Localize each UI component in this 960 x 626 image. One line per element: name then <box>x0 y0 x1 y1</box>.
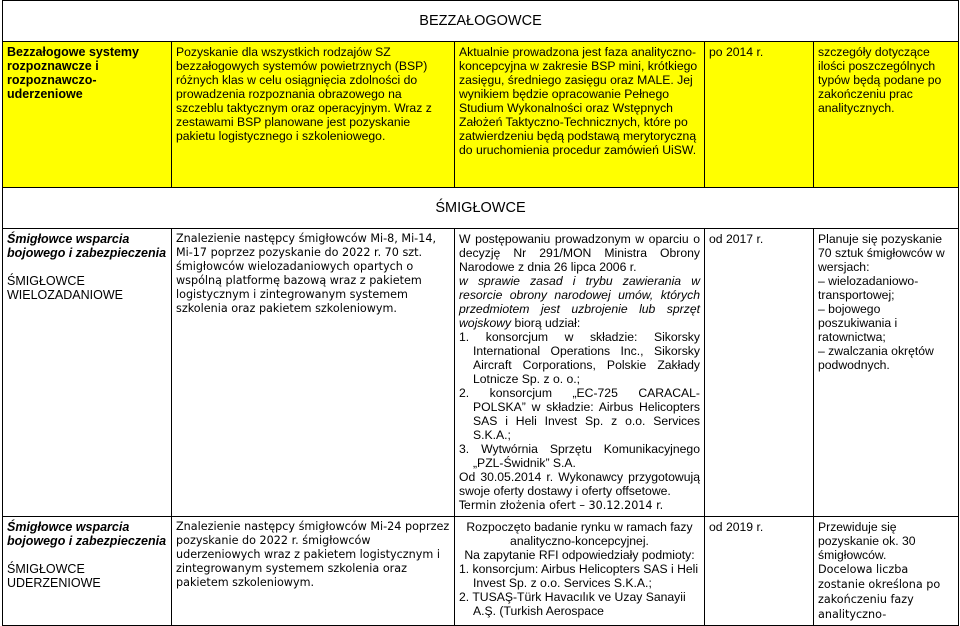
program-subname: ŚMIGŁOWCE UDERZENIOWE <box>7 562 101 590</box>
status-deadline: Termin złożenia ofert – 30.12.2014 r. <box>459 499 664 512</box>
section-title: ŚMIGŁOWCE <box>3 188 959 229</box>
program-name: Bezzałogowe systemy rozpoznawcze i rozpoznawczo-uderzeniowe <box>3 42 172 188</box>
status-italic: w sprawie zasad i trybu zawierania w resorcie obrony narodowej umów, których przedmiotem jest uzbrojenie lub sprzęt wojskowy <box>459 274 700 330</box>
program-need: Znalezienie następcy śmigłowców Mi-24 poprzez pozyskanie do 2022 r. śmigłowców uderzeniowych wraz z pakietem logistycznym i zintegrowanym systemem szkolenia oraz pakietem szkoleniowym. <box>172 517 455 626</box>
notes-intro: Planuje się pozyskanie 70 sztuk śmigłowców w wersjach: <box>818 232 945 274</box>
program-name: Śmigłowce wsparcia bojowego i zabezpieczenia <box>7 520 167 548</box>
program-need: Pozyskanie dla wszystkich rodzajów SZ bezzałogowych systemów powietrznych (BSP) różnych klas w celu osiągnięcia zdolności do prowadzenia rozpoznania obrazowego na szczeblu taktycznym oraz operacyjnym. Wraz z zestawami BSP planowane jest pozyskanie pakietu logistycznego i szkoleniowego. <box>172 42 455 188</box>
program-subname: ŚMIGŁOWCE WIELOZADANIOWE <box>7 274 123 302</box>
program-status: Aktualnie prowadzona jest faza analityczno-koncepcyjna w zakresie BSP mini, krótkiego zasięgu, średniego zasięgu oraz MALE. Jej wynikiem będzie opracowanie Pełnego Studium Wykonalności oraz Wstępnych Założeń Taktyczno-Technicznych, które po zatwierdzeniu będą podstawą merytoryczną do uruchomienia procedur zamówień UiSW. <box>455 42 705 188</box>
section-title: BEZZAŁOGOWCE <box>3 1 959 42</box>
program-date: od 2019 r. <box>705 517 814 626</box>
status-b: Na zapytanie RFI odpowiedziały podmioty: <box>464 548 695 562</box>
program-date: po 2014 r. <box>705 42 814 188</box>
status-intro: W postępowaniu prowadzonym w oparciu o decyzję Nr 291/MON Ministra Obrony Narodowe z dnia 26 lipca 2006 r. <box>459 232 700 274</box>
table-row <box>3 42 959 188</box>
acquisition-table <box>2 0 959 626</box>
table-row <box>3 229 959 517</box>
list-item: 2. konsorcjum „EC-725 CARACAL-POLSKA” w składzie: Airbus Helicopters SAS i Heli Invest Sp. z o.o. Services S.K.A.; <box>459 386 700 442</box>
bidder-list <box>459 330 700 470</box>
table-row <box>3 517 959 626</box>
program-date: od 2017 r. <box>705 229 814 517</box>
list-item: 3. Wytwórnia Sprzętu Komunikacyjnego „PZL-Świdnik” S.A. <box>459 442 700 470</box>
list-item: 2. TUSAŞ-Türk Havacılık ve Uzay Sanayii A.Ş. (Turkish Aerospace <box>459 590 686 618</box>
list-item: 1. konsorcjum w składzie: Sikorsky International Operations Inc., Sikorsky Aircraft Corporations, Polskie Zakłady Lotnicze Sp. z o. o.; <box>459 330 700 386</box>
section-header-smiglowce <box>3 188 959 229</box>
notes-b: Docelowa liczba zostanie określona po zakończeniu fazy analityczno- <box>818 563 941 621</box>
program-need: Znalezienie następcy śmigłowców Mi-8, Mi-14, Mi-17 poprzez pozyskanie do 2022 r. 70 szt. śmigłowców wielozadaniowych opartych o wspólną platformę bazową wraz z pakietem logistycznym i zintegrowanym systemem szkolenia oraz pakietem szkoleniowym. <box>172 229 455 517</box>
program-notes: szczegóły dotyczące ilości poszczególnych typów będą podane po zakończeniu prac analitycznych. <box>814 42 959 188</box>
status-a: Rozpoczęto badanie rynku w ramach fazy analityczno-koncepcyjnej. <box>466 520 693 548</box>
status-after2: Od 30.05.2014 r. Wykonawcy przygotowują swoje oferty dostawy i oferty offsetowe. <box>459 470 700 498</box>
notes-item: – bojowego poszukiwania i ratownictwa; <box>818 302 898 344</box>
section-header-bezzalogowce <box>3 1 959 42</box>
list-item: 1. konsorcjum: Airbus Helicopters SAS i Heli Invest Sp. z o.o. Services S.K.A.; <box>459 562 699 590</box>
program-name: Śmigłowce wsparcia bojowego i zabezpieczenia <box>7 232 167 260</box>
notes-a: Przewiduje się pozyskanie ok. 30 śmigłowców. <box>818 520 916 562</box>
notes-item: – wielozadaniowo-transportowej; <box>818 274 919 302</box>
status-after: biorą udział: <box>511 316 581 330</box>
notes-item: – zwalczania okrętów podwodnych. <box>818 344 934 372</box>
